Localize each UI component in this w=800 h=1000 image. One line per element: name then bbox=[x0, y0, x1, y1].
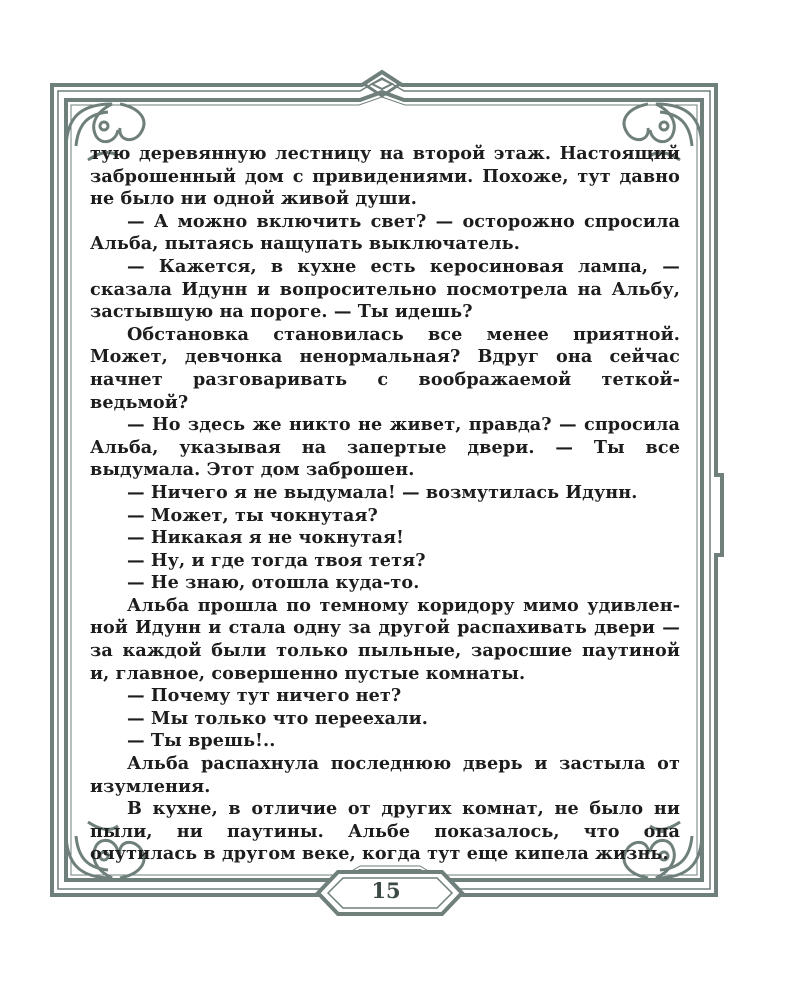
body-paragraph: Обстановка становилась все менее приятной. Может, девчонка ненормальная? Вдруг она сейчас начнет разговаривать с воображаемой теткой-ведьмой? bbox=[90, 323, 680, 413]
body-paragraph: — Не знаю, отошла куда-то. bbox=[127, 572, 420, 594]
body-paragraph: — Ты врешь!.. bbox=[127, 730, 276, 752]
body-paragraph: — А можно включить свет? — осторожно спросила Альба, пытаясь нащупать выключатель. bbox=[90, 210, 680, 255]
body-paragraph: — Никакая я не чокнутая! bbox=[127, 527, 404, 549]
page-number: 15 bbox=[371, 878, 401, 903]
body-paragraph: В кухне, в отличие от других комнат, не было ни пыли, ни паутины. Альбе показалось, что она очутилась в другом веке, когда тут еще кипела жизнь. bbox=[90, 798, 680, 865]
body-paragraph: — Кажется, в кухне есть керосиновая лампа, — сказала Идунн и вопросительно посмотрела на Альбу, застывшую на пороге. — Ты идешь? bbox=[90, 255, 680, 323]
body-paragraph: — Ну, и где тогда твоя тетя? bbox=[127, 549, 426, 571]
body-paragraph: — Может, ты чокнутая? bbox=[127, 504, 378, 526]
body-paragraph: Альба распахнула последнюю дверь и застыла от изумления. bbox=[90, 753, 680, 797]
body-paragraph: — Но здесь же никто не живет, правда? — спросила Альба, указывая на запертые двери. — Ты все выдумала. Этот дом заброшен. bbox=[90, 414, 680, 481]
body-paragraph: тую деревянную лестницу на второй этаж. Настоящий заброшенный дом с привидениями. Похоже, тут давно не было ни одной живой души. bbox=[90, 143, 680, 210]
body-paragraph: — Ничего я не выдумала! — возмутилась Идунн. bbox=[127, 481, 638, 503]
page-body-text bbox=[90, 143, 680, 866]
body-paragraph: — Почему тут ничего нет? bbox=[127, 685, 402, 707]
body-paragraph: Альба прошла по темному коридору мимо удивленной Идунн и стала одну за другой распахивать двери — за каждой были только пыльные, заросшие паутиной и, главное, совершенно пустые комнаты. bbox=[90, 594, 680, 684]
body-paragraph: — Мы только что переехали. bbox=[127, 707, 428, 729]
